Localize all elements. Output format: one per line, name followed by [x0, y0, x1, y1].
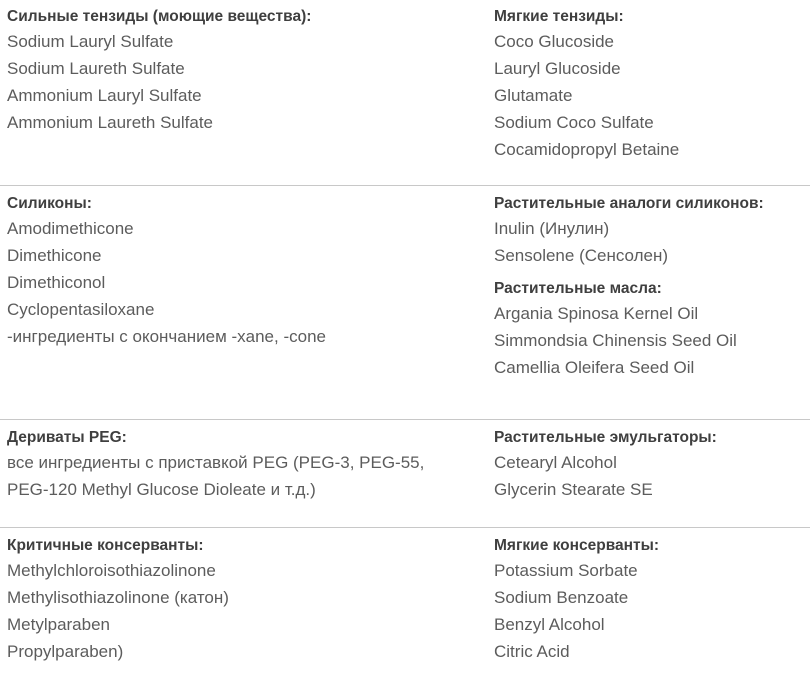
- ingredient-item: Camellia Oleifera Seed Oil: [494, 358, 695, 377]
- group-heading: Сильные тензиды (моющие вещества):: [7, 8, 312, 25]
- ingredient-group: [494, 278, 804, 381]
- ingredient-item: Sodium Laureth Sulfate: [7, 59, 185, 78]
- ingredient-item: Sodium Coco Sulfate: [494, 113, 654, 132]
- ingredient-item: Potassium Sorbate: [494, 561, 638, 580]
- ingredient-item: Sensolene (Сенсолен): [494, 246, 669, 265]
- ingredient-item: Glutamate: [494, 86, 573, 105]
- section-divider: [0, 185, 810, 186]
- section-divider: [0, 527, 810, 528]
- column-left: [7, 427, 477, 503]
- ingredient-item: Ammonium Lauryl Sulfate: [7, 86, 202, 105]
- ingredient-item: Citric Acid: [494, 642, 570, 661]
- ingredient-item: Benzyl Alcohol: [494, 615, 605, 634]
- ingredient-item: Sodium Lauryl Sulfate: [7, 32, 174, 51]
- column-right: [494, 535, 804, 665]
- section-divider: [0, 419, 810, 420]
- ingredient-item: Ammonium Laureth Sulfate: [7, 113, 213, 132]
- column-right: [494, 193, 804, 381]
- column-left: [7, 535, 477, 665]
- group-heading: Растительные масла:: [494, 280, 662, 297]
- ingredient-item: Coco Glucoside: [494, 32, 615, 51]
- ingredient-item: Glycerin Stearate SE: [494, 480, 653, 499]
- column-right: [494, 427, 804, 503]
- ingredient-item: Sodium Benzoate: [494, 588, 629, 607]
- ingredient-item: все ингредиенты с приставкой PEG (PEG-3, PEG-55,: [7, 453, 425, 472]
- ingredient-item: Cetearyl Alcohol: [494, 453, 617, 472]
- ingredient-item: Simmondsia Chinensis Seed Oil: [494, 331, 737, 350]
- ingredient-group: [494, 6, 804, 163]
- ingredient-item: -ингредиенты с окончанием -xane, -cone: [7, 327, 326, 346]
- group-heading: Растительные аналоги силиконов:: [494, 195, 764, 212]
- ingredient-group: [7, 535, 477, 665]
- ingredient-item: Metylparaben: [7, 615, 111, 634]
- ingredient-item: Methylchloroisothiazolinone: [7, 561, 216, 580]
- ingredient-group: [7, 6, 477, 136]
- ingredient-item: Argania Spinosa Kernel Oil: [494, 304, 699, 323]
- ingredient-group: [7, 193, 477, 350]
- column-left: [7, 193, 477, 350]
- ingredient-item: Dimethicone: [7, 246, 102, 265]
- ingredient-item: PEG-120 Methyl Glucose Dioleate и т.д.): [7, 480, 316, 499]
- column-right: [494, 6, 804, 163]
- ingredient-item: Propylparaben): [7, 642, 124, 661]
- ingredient-item: Cocamidopropyl Betaine: [494, 140, 680, 159]
- ingredient-item: Cyclopentasiloxane: [7, 300, 155, 319]
- group-heading: Мягкие консерванты:: [494, 537, 660, 554]
- group-heading: Растительные эмульгаторы:: [494, 429, 717, 446]
- ingredient-group: [494, 193, 804, 269]
- group-heading: Дериваты PEG:: [7, 429, 127, 446]
- ingredient-item: Methylisothiazolinone (катон): [7, 588, 229, 607]
- ingredient-item: Amodimethicone: [7, 219, 134, 238]
- ingredient-item: Dimethiconol: [7, 273, 106, 292]
- group-heading: Мягкие тензиды:: [494, 8, 624, 25]
- column-left: [7, 6, 477, 136]
- ingredient-group: [494, 427, 804, 503]
- group-heading: Силиконы:: [7, 195, 92, 212]
- ingredient-group: [7, 427, 477, 503]
- ingredient-group: [494, 535, 804, 665]
- ingredient-item: Inulin (Инулин): [494, 219, 610, 238]
- group-heading: Критичные консерванты:: [7, 537, 204, 554]
- ingredient-item: Lauryl Glucoside: [494, 59, 621, 78]
